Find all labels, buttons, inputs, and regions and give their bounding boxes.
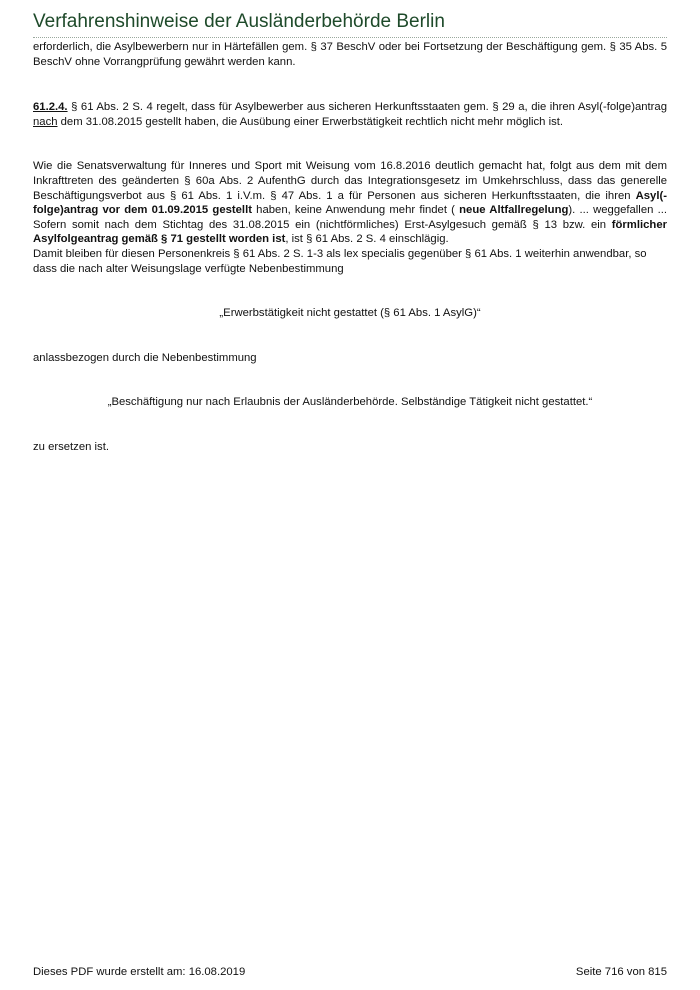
- paragraph-text: haben, keine Anwendung mehr findet (: [251, 204, 460, 217]
- header-divider: [33, 37, 667, 38]
- paragraph-anlassbezogen: anlassbezogen durch die Nebenbestimmung: [33, 351, 257, 364]
- footer-page-number: Seite 716 von 815: [575, 966, 667, 978]
- paragraph-text: § 61 Abs. 2 S. 4 regelt, dass für Asylbewerber aus sicheren Herkunftsstaaten gem. § 29 a, die ihren Asyl(-folge)antrag: [67, 101, 667, 114]
- footer-created-date: Dieses PDF wurde erstellt am: 16.08.2019: [33, 966, 246, 978]
- paragraph-continuation: erforderlich, die Asylbewerbern nur in Härtefällen gem. § 37 BeschV oder bei Fortsetzung der Beschäftigung gem. § 35 Abs. 5 BeschV ohne Vorrangprüfung gewährt werden kann.: [33, 41, 667, 68]
- paragraph-text: , ist § 61 Abs. 2 S. 4 einschlägig.: [285, 233, 449, 246]
- paragraph-61-2-4: [33, 100, 667, 129]
- page-header-title: Verfahrenshinweise der Ausländerbehörde Berlin: [33, 11, 445, 32]
- paragraph-text: dem 31.08.2015 gestellt haben, die Ausübung einer Erwerbstätigkeit rechtlich nicht mehr möglich ist.: [57, 115, 564, 128]
- section-number: 61.2.4.: [33, 101, 68, 114]
- underlined-word: nach: [33, 115, 58, 128]
- paragraph-conclusion: zu ersetzen ist.: [33, 440, 109, 453]
- bold-text: förmlicher Asylfolgeantrag gemäß § 71 gestellt worden ist: [33, 218, 667, 246]
- paragraph-senatsverwaltung: [33, 159, 667, 247]
- document-body: [33, 40, 667, 455]
- bold-text: neue Altfallregelung: [459, 204, 569, 217]
- paragraph-text: ). ... weggefallen ... Sofern somit nach dem Stichtag des 31.08.2015 ein (nichtförmliches) Erst-Asylgesuch gemäß § 13 bzw. ein: [33, 204, 668, 231]
- paragraph-text: Wie die Senatsverwaltung für Inneres und Sport mit Weisung vom 16.8.2016 deutlich gemacht hat, folgt aus dem mit dem Inkrafttreten des geänderten § 60a Abs. 2 AufenthG durch das Integrationsgesetz im Umkehrschluss, dass das generelle Beschäftigungsverbot aus § 61 Abs. 1 i.V.m. § 47 Abs. 1 a für Personen aus sicheren Herkunftsstaaten, die ihren: [33, 160, 667, 202]
- quote-nebenbestimmung-new: „Beschäftigung nur nach Erlaubnis der Ausländerbehörde. Selbständige Tätigkeit nicht gestattet.“: [107, 396, 593, 409]
- bold-text: Asyl(-folge)antrag vor dem 01.09.2015 gestellt: [33, 189, 667, 217]
- quote-nebenbestimmung-old: „Erwerbstätigkeit nicht gestattet (§ 61 Abs. 1 AsylG)“: [219, 307, 481, 320]
- paragraph-lex-specialis: Damit bleiben für diesen Personenkreis § 61 Abs. 2 S. 1-3 als lex specialis gegenüber § 61 Abs. 1 weiterhin anwendbar, so dass die nach alter Weisungslage verfügte Nebenbestimmung: [33, 247, 647, 275]
